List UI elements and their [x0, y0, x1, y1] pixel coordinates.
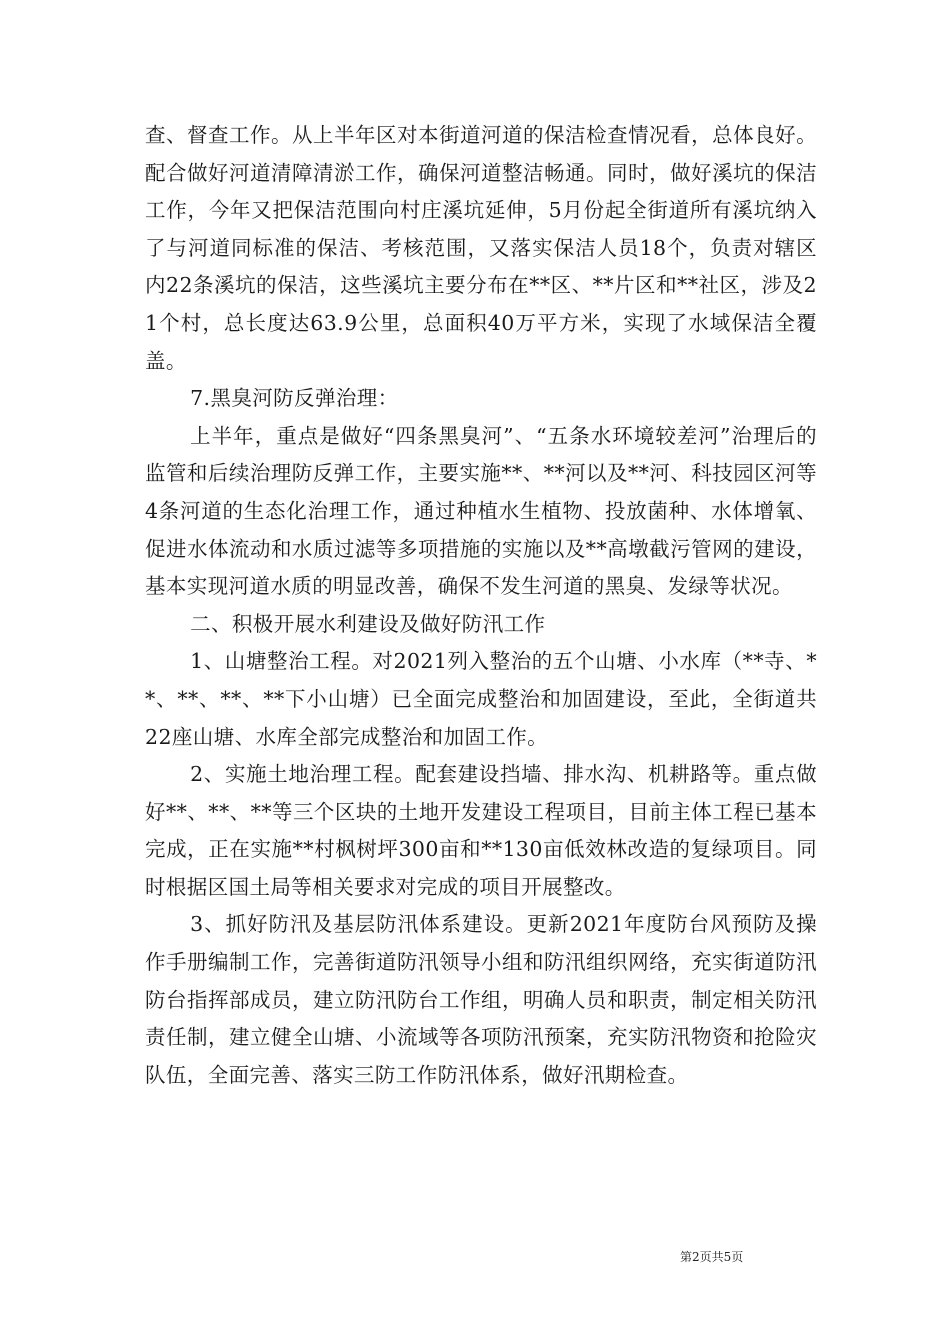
section-heading-water-conservancy: 二、积极开展水利建设及做好防汛工作	[190, 611, 546, 636]
document-body	[145, 117, 817, 1094]
paragraph-flood-control: 3、抓好防汛及基层防汛体系建设。更新2021年度防台风预防及操作手册编制工作，完善街道防汛领导小组和防汛组织网络，充实街道防汛防台指挥部成员，建立防汛防台工作组，明确人员和职责，制定相关防汛责任制，建立健全山塘、小流域等各项防汛预案，充实防汛物资和抢险灾队伍，全面完善、落实三防工作防汛体系，做好汛期检查。	[145, 912, 817, 1087]
paragraph-land-treatment: 2、实施土地治理工程。配套建设挡墙、排水沟、机耕路等。重点做好**、**、**等三个区块的土地开发建设工程项目，目前主体工程已基本完成，正在实施**村枫树坪300亩和**130亩低效林改造的复绿项目。同时根据区国土局等相关要求对完成的项目开展整改。	[145, 762, 817, 899]
paragraph-river-cleaning: 查、督查工作。从上半年区对本街道河道的保洁检查情况看，总体良好。配合做好河道清障清淤工作，确保河道整洁畅通。同时，做好溪坑的保洁工作，今年又把保洁范围向村庄溪坑延伸，5月份起全街道所有溪坑纳入了与河道同标准的保洁、考核范围，又落实保洁人员18个，负责对辖区内22条溪坑的保洁，这些溪坑主要分布在**区、**片区和**社区，涉及21个村，总长度达63.9公里，总面积40万平方米，实现了水域保洁全覆盖。	[145, 123, 817, 373]
paragraph-black-odorous-river: 上半年，重点是做好“四条黑臭河”、“五条水环境较差河”治理后的监管和后续治理防反弹工作，主要实施**、**河以及**河、科技园区河等4条河道的生态化治理工作，通过种植水生植物、投放菌种、水体增氧、促进水体流动和水质过滤等多项措施的实施以及**高墩截污管网的建设，基本实现河道水质的明显改善，确保不发生河道的黑臭、发绿等状况。	[145, 423, 817, 599]
page-number: 第2页共5页	[680, 1250, 744, 1264]
paragraph-heading-black-odorous-river: 7.黑臭河防反弹治理：	[190, 386, 399, 411]
paragraph-pond-renovation: 1、山塘整治工程。对2021列入整治的五个山塘、小水库（**寺、**、**、**、**下小山塘）已全面完成整治和加固建设，至此，全街道共22座山塘、水库全部完成整治和加固工作。	[145, 649, 817, 749]
